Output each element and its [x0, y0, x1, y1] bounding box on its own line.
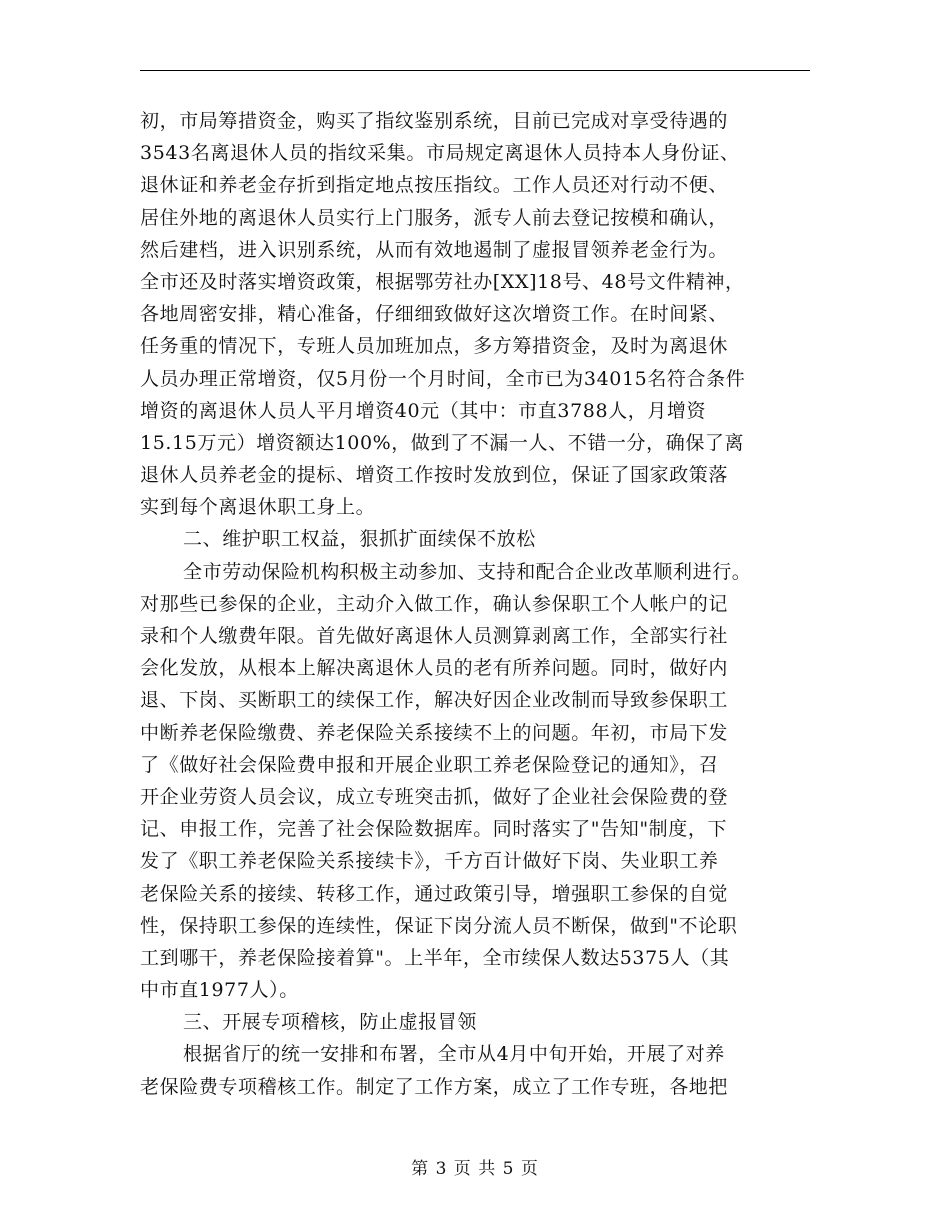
text-line: 对那些已参保的企业，主动介入做工作，确认参保职工个人帐户的记: [140, 592, 729, 615]
text-line: 根据省厅的统一安排和布署，全市从4月中旬开始，开展了对养: [183, 1043, 725, 1066]
text-line: 居住外地的离退休人员实行上门服务，派专人前去登记按模和确认，: [140, 206, 729, 229]
text-line: 退休人员养老金的提标、增资工作按时发放到位，保证了国家政策落: [140, 464, 729, 487]
text-line: 人员办理正常增资，仅5月份一个月时间，全市已为34015名符合条件: [140, 367, 746, 390]
text-line: 全市劳动保险机构积极主动参加、支持和配合企业改革顺利进行。: [183, 560, 752, 583]
text-line: 任务重的情况下，专班人员加班加点，多方筹措资金，及时为离退休: [140, 335, 729, 358]
text-line: 了《做好社会保险费申报和开展企业职工养老保险登记的通知》，召: [140, 753, 719, 776]
text-line: 记、申报工作，完善了社会保险数据库。同时落实了"告知"制度，下: [140, 818, 728, 841]
text-line: 老保险费专项稽核工作。制定了工作方案，成立了工作专班，各地把: [140, 1075, 729, 1098]
text-line: 各地周密安排，精心准备，仔细细致做好这次增资工作。在时间紧、: [140, 303, 729, 326]
text-line: 会化发放，从根本上解决离退休人员的老有所养问题。同时，做好内: [140, 657, 729, 680]
section-heading: 三、开展专项稽核，防止虚报冒领: [183, 1011, 478, 1034]
text-line: 发了《职工养老保险关系接续卡》，千方百计做好下岗、失业职工养: [140, 850, 719, 873]
text-line: 性，保持职工参保的连续性，保证下岗分流人员不断保，做到"不论职: [140, 914, 738, 937]
text-line: 中市直1977人）。: [140, 979, 299, 1002]
text-line: 全市还及时落实增资政策，根据鄂劳社办[XX]18号、48号文件精神，: [140, 270, 745, 293]
text-line: 开企业劳资人员会议，成立专班突击抓，做好了企业社会保险费的登: [140, 785, 729, 808]
text-line: 中断养老保险缴费、养老保险关系接续不上的问题。年初，市局下发: [140, 721, 729, 744]
text-line: 退休证和养老金存折到指定地点按压指纹。工作人员还对行动不便、: [140, 174, 729, 197]
body-text: [140, 105, 810, 1103]
section-heading: 二、维护职工权益，狠抓扩面续保不放松: [183, 528, 536, 551]
text-line: 退、下岗、买断职工的续保工作，解决好因企业改制而导致参保职工: [140, 689, 729, 712]
text-line: 3543名离退休人员的指纹采集。市局规定离退休人员持本人身份证、: [140, 142, 740, 165]
text-line: 工到哪干，养老保险接着算"。上半年，全市续保人数达5375人（其: [140, 946, 730, 969]
text-line: 初，市局筹措资金，购买了指纹鉴别系统，目前已完成对享受待遇的: [140, 110, 729, 132]
text-line: 然后建档，进入识别系统，从而有效地遏制了虚报冒领养老金行为。: [140, 238, 729, 261]
text-line: 录和个人缴费年限。首先做好离退休人员测算剥离工作，全部实行社: [140, 625, 729, 647]
page-number-footer: 第 3 页 共 5 页: [411, 1159, 539, 1179]
text-line: 15.15万元）增资额达100%，做到了不漏一人、不错一分，确保了离: [140, 431, 745, 454]
text-line: 增资的离退休人员人平月增资40元（其中：市直3788人，月增资: [140, 399, 707, 422]
text-line: 实到每个离退休职工身上。: [140, 496, 376, 519]
text-line: 老保险关系的接续、转移工作，通过政策引导，增强职工参保的自觉: [140, 882, 729, 905]
header-rule: [140, 70, 810, 71]
